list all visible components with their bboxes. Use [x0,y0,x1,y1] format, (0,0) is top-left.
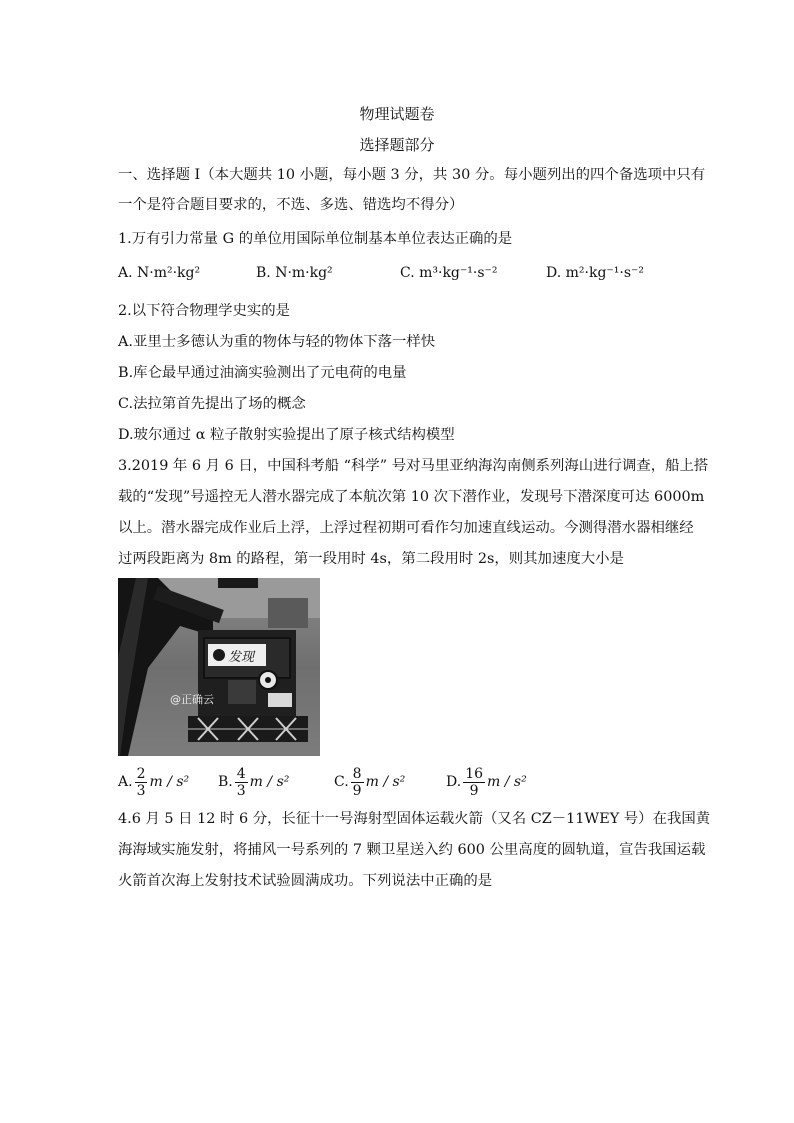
photo-watermark: @正确云 [170,693,214,706]
question-1-stem: 1.万有引力常量 G 的单位用国际单位制基本单位表达正确的是 [118,231,513,247]
question-3-option-c [334,762,405,802]
question-3-option-d-numerator: 16 [465,765,484,782]
question-3-option-b-unit: m / s² [249,774,290,790]
question-2-option-b: B.库仑最早通过油滴实验测出了元电荷的电量 [118,365,407,381]
question-2-option-a: A.亚里士多德认为重的物体与轻的物体下落一样快 [118,334,436,350]
question-3-option-b-denominator: 3 [236,782,246,799]
section-instructions-line-2: 一个是符合题目要求的，不选、多选、错选均不得分） [118,197,464,213]
question-2-option-c: C.法拉第首先提出了场的概念 [118,396,306,412]
question-3-option-a-label: A. [118,774,133,790]
question-3-option-a-unit: m / s² [149,774,190,790]
question-1-option-b: B. N·m·kg² [256,265,333,281]
question-4-line-3: 火箭首次海上发射技术试验圆满成功。下列说法中正确的是 [118,873,493,889]
question-4-line-1: 4.6 月 5 日 12 时 6 分，长征十一号海射型固体运载火箭（又名 CZ－11WEY 号）在我国黄 [118,811,711,827]
question-3-option-b [218,762,289,802]
question-3-option-c-unit: m / s² [365,774,406,790]
question-3-line-2: 载的“发现”号遥控无人潜水器完成了本航次第 10 次下潜作业，发现号下潜深度可达 6000m [118,489,705,505]
submersible-sign-text: 发现 [228,650,255,665]
question-3-line-3: 以上。潜水器完成作业后上浮，上浮过程初期可看作匀加速直线运动。今测得潜水器相继经 [118,520,694,536]
question-3-option-c-label: C. [334,774,349,790]
question-3-option-b-fraction [235,766,248,799]
question-2-option-d: D.玻尔通过 α 粒子散射实验提出了原子核式结构模型 [118,427,455,443]
question-3-option-d-unit: m / s² [487,774,527,790]
question-3-option-c-fraction [351,766,364,799]
question-1-option-a: A. N·m²·kg² [118,265,201,281]
question-3-option-d-denominator: 9 [469,782,479,799]
question-1-option-d: D. m²·kg⁻¹·s⁻² [546,265,645,281]
question-3-option-b-numerator: 4 [236,765,246,782]
question-3-option-a-numerator: 2 [136,765,146,782]
question-3-option-d [446,762,527,802]
question-3-line-1: 3.2019 年 6 月 6 日，中国科考船 “科学” 号对马里亚纳海沟南侧系列海山进行调查，船上搭 [118,458,709,474]
question-3-option-a [118,762,189,802]
question-3-option-d-label: D. [446,774,462,790]
question-3-option-d-fraction [463,766,485,799]
question-1-option-c: C. m³·kg⁻¹·s⁻² [400,265,498,281]
question-3-line-4: 过两段距离为 8m 的路程，第一段用时 4s，第二段用时 2s，则其加速度大小是 [118,551,624,567]
question-3-option-a-denominator: 3 [136,782,146,799]
question-3-option-a-fraction [135,766,148,799]
submersible-photo [118,578,320,756]
paper-title: 物理试题卷 [359,105,435,123]
section-instructions-line-1: 一、选择题 I（本大题共 10 小题，每小题 3 分，共 30 分。每小题列出的四个备选项中只有 [118,167,706,183]
paper-subtitle: 选择题部分 [359,136,435,154]
question-4-line-2: 海海域实施发射，将捕风一号系列的 7 颗卫星送入约 600 公里高度的圆轨道，宣告我国运载 [118,842,706,858]
question-3-option-c-denominator: 9 [352,782,362,799]
question-3-option-b-label: B. [218,774,233,790]
question-3-option-c-numerator: 8 [352,765,362,782]
question-2-stem: 2.以下符合物理学史实的是 [118,303,291,319]
submersible-photo-illustration [118,578,320,756]
